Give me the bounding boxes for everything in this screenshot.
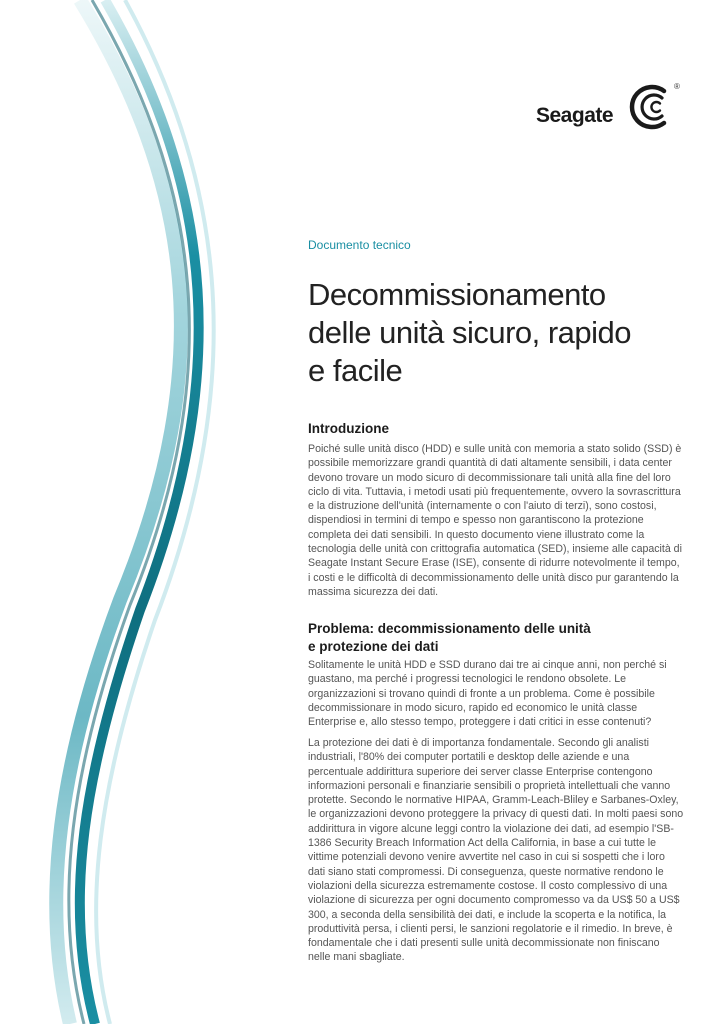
heading-line: e protezione dei dati <box>308 639 439 654</box>
logo-wordmark: Seagate <box>536 104 614 127</box>
title-line: delle unità sicuro, rapido <box>308 315 632 350</box>
problem-paragraph-1: Solitamente le unità HDD e SSD durano dai tre ai cinque anni, non perché si guastano, ma perché i progressi tecnologici le rendono obsolete. Le organizzazioni si trovano quindi di fronte a un problema. Come è possibile decommissionare in modo sicuro, rapido ed economico le unità classe Enterprise e, allo stesso tempo, proteggere i dati critici in esse contenuti? <box>308 659 667 729</box>
registered-mark: ® <box>674 82 680 91</box>
decorative-swoosh <box>0 0 240 1024</box>
seagate-logo <box>536 84 684 136</box>
seagate-swirl-icon <box>624 84 680 130</box>
section-heading-introduzione: Introduzione <box>308 421 389 436</box>
intro-paragraph: Poiché sulle unità disco (HDD) e sulle unità con memoria a stato solido (SSD) è possibile memorizzare grandi quantità di dati altamente sensibili, i data center devono trovare un modo sicuro di decommissionare tali unità alla fine del loro ciclo di vita. Tuttavia, i metodi usati più frequentemente, ovvero la sovrascrittura e la distruzione dell'unità (internamente o con l'aiuto di terzi), sono costosi, dispendiosi in termini di tempo e spesso non garantiscono la protezione completa dei dati sensibili. In questo documento viene illustrato come la tecnologia delle unità con crittografia automatica (SED), insieme alle capacità di Seagate Instant Secure Erase (ISE), consente di ridurre notevolmente il tempo, i costi e le difficoltà di decommissionamento delle unità disco pur garantendo la massima sicurezza dei dati. <box>308 443 682 598</box>
section-heading-problema <box>308 620 680 656</box>
heading-line: Problema: decommissionamento delle unità <box>308 621 591 636</box>
document-title <box>308 276 680 390</box>
problem-paragraph-2: La protezione dei dati è di importanza fondamentale. Secondo gli analisti industriali, l'80% dei computer portatili e desktop delle aziende e una percentuale addirittura superiore dei server classe Enterprise contengono informazioni personali e finanziarie sensibili o proprietà intellettuali che vanno protette. Secondo le normative HIPAA, Gramm-Leach-Bliley e Sarbanes-Oxley, le organizzazioni devono proteggere la privacy di questi dati. In molti paesi sono addirittura in vigore alcune leggi contro la violazione dei dati, ad esempio l'SB-1386 Security Breach Information Act della California, in base a cui tutte le vittime potenziali devono venire avvertite nel caso in cui si sospetti che i loro dati siano stati compromessi. Di conseguenza, queste normative rendono le violazioni della sicurezza estremamente costose. Il costo complessivo di una violazione di sicurezza per ogni documento compromesso va da US$ 50 a US$ 300, a seconda della sensibilità dei dati, e include la scoperta e la notifica, la produttività persa, i clienti persi, le sanzioni regolatorie e il rimedio. In breve, è fondamentale che i dati presenti sulle unità decommissionate non finiscano nelle mani sbagliate. <box>308 737 684 964</box>
title-line: e facile <box>308 353 403 388</box>
title-line: Decommissionamento <box>308 277 606 312</box>
document-type-label: Documento tecnico <box>308 238 411 252</box>
